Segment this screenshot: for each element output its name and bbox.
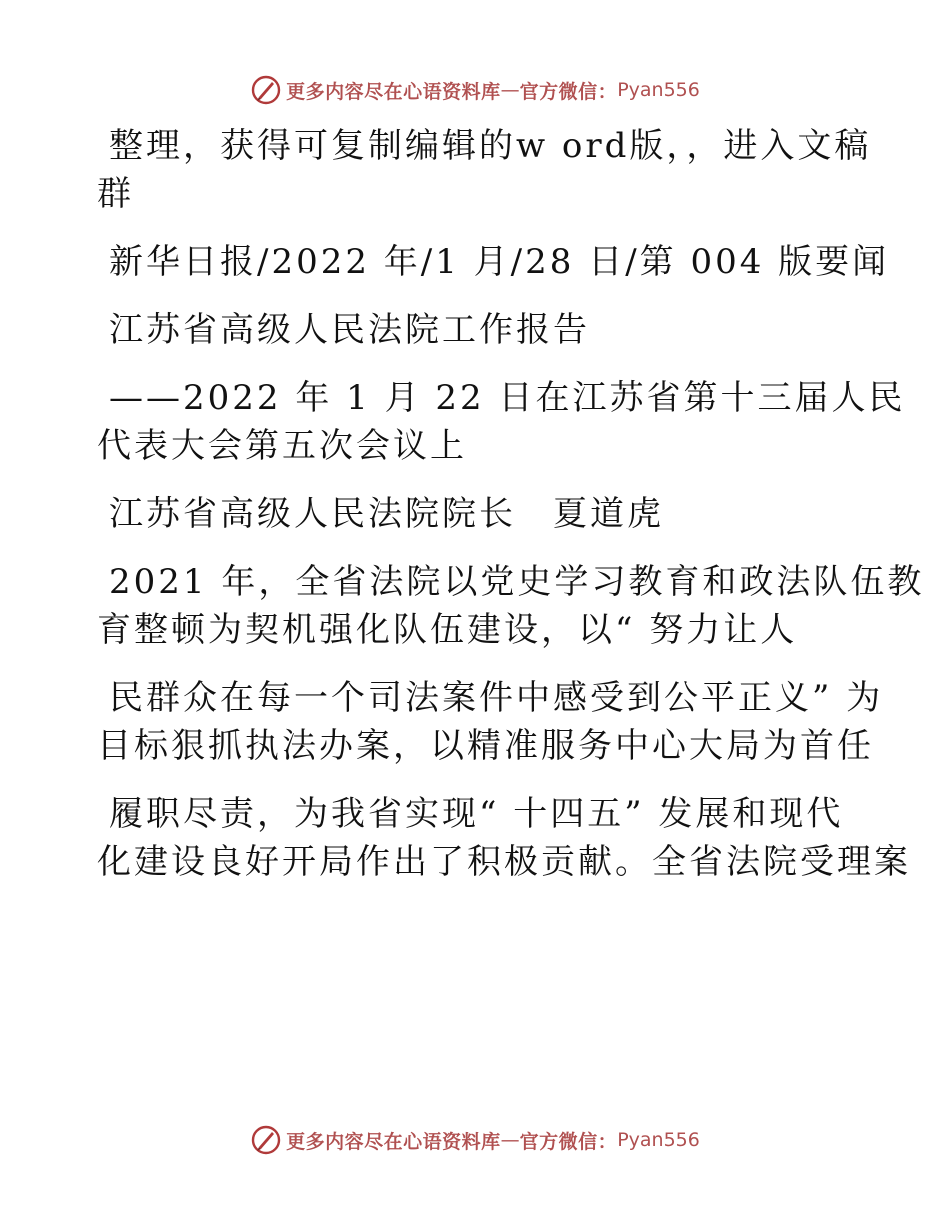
banner-separator: — [500,79,520,101]
text-line: 新华日报/2022 年/1 月/28 日/第 004 版要闻 [109,242,890,282]
text-line: 江苏省高级人民法院工作报告 [109,310,590,350]
text-line: 江苏省高级人民法院院长 夏道虎 [109,494,664,534]
text-line: 化建设良好开局作出了积极贡献。全省法院受理案 [97,842,911,882]
banner-wechat-label: 官方微信： [519,1130,618,1153]
text-line: 履职尽责，为我省实现“ 十四五” 发展和现代 [109,794,844,834]
banner-wechat-id: Pyan556 [617,1129,700,1151]
text-line: 目标狠抓执法办案，以精准服务中心大局为首任 [97,726,874,766]
text-line: ——2022 年 1 月 22 日在江苏省第十三届人民 [109,378,906,418]
banner-wechat-label: 官方微信： [519,80,618,103]
header-banner [0,70,950,110]
banner-text: 更多内容尽在心语资料库 [286,1130,501,1153]
text-line: 育整顿为契机强化队伍建设，以“ 努力让人 [97,610,798,650]
banner-text: 更多内容尽在心语资料库 [286,80,501,103]
quill-logo-icon [250,1124,282,1156]
banner-separator: — [500,1129,520,1151]
quill-logo-icon [250,74,282,106]
document-body [97,122,925,886]
text-line: 整理，获得可复制编辑的w ord版，，进入文稿 [109,126,872,166]
text-line: 2021 年，全省法院以党史学习教育和政法队伍教 [109,562,925,602]
text-line: 群 [97,174,134,214]
footer-banner [0,1120,950,1160]
text-line: 民群众在每一个司法案件中感受到公平正义” 为 [109,678,884,718]
banner-wechat-id: Pyan556 [617,79,700,101]
text-line: 代表大会第五次会议上 [97,426,467,466]
